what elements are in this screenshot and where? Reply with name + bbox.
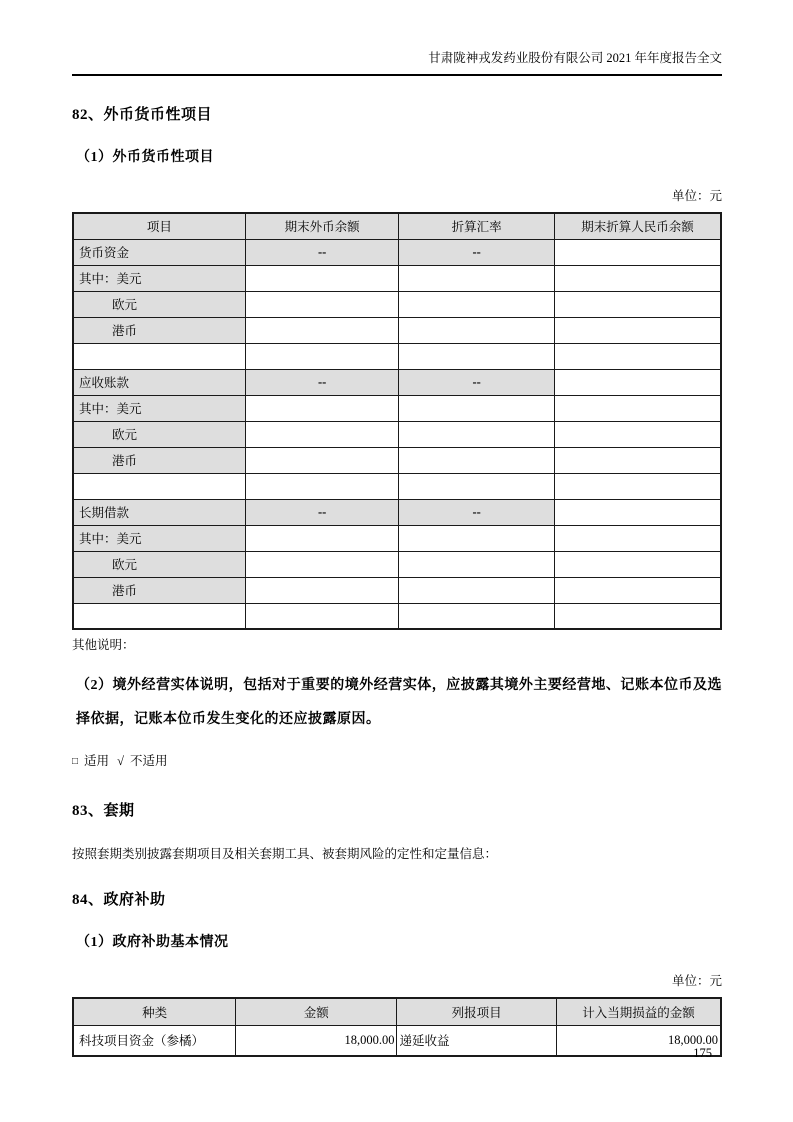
table-cell (73, 473, 245, 499)
table-cell (245, 291, 399, 317)
table-cell: -- (399, 369, 555, 395)
table-row (73, 265, 721, 291)
table-cell (399, 265, 555, 291)
table-cell (399, 603, 555, 629)
table-cell (399, 525, 555, 551)
table-cell (554, 343, 721, 369)
table-cell (245, 421, 399, 447)
section-82-sub1-heading: （1）外币货币性项目 (76, 150, 214, 165)
table-cell (554, 473, 721, 499)
table-cell (554, 369, 721, 395)
table-row (73, 525, 721, 551)
table-cell (245, 265, 399, 291)
table-cell (399, 317, 555, 343)
document-header-title: 甘肃陇神戎发药业股份有限公司 2021 年年度报告全文 (72, 50, 722, 76)
table-cell (554, 395, 721, 421)
not-applicable-label: 不适用 (129, 754, 168, 768)
table-cell (399, 577, 555, 603)
table-cell (245, 551, 399, 577)
table-row (73, 317, 721, 343)
table-cell (554, 317, 721, 343)
table-cell (245, 525, 399, 551)
table-cell (554, 239, 721, 265)
table-cell: 科技项目资金（参橘） (73, 1025, 236, 1056)
table-header-row (73, 998, 721, 1025)
section-82-sub2-paragraph: （2）境外经营实体说明，包括对于重要的境外经营实体，应披露其境外主要经营地、记账本位币及选择依据，记账本位币发生变化的还应披露原因。 (76, 678, 722, 727)
table-cell (554, 447, 721, 473)
table-row (73, 577, 721, 603)
section-82-heading: 82、外币货币性项目 (72, 107, 213, 123)
table-cell: 货币资金 (73, 239, 245, 265)
column-header: 金额 (236, 998, 397, 1025)
unit-label-1: 单位：元 (671, 189, 722, 203)
table-cell (554, 421, 721, 447)
table-cell: 欧元 (73, 551, 245, 577)
column-header: 列报项目 (397, 998, 556, 1025)
table-row (73, 551, 721, 577)
table-cell: 港币 (73, 317, 245, 343)
other-note-label: 其他说明： (72, 638, 135, 652)
table-cell (399, 291, 555, 317)
section-84-heading: 84、政府补助 (72, 892, 166, 908)
unit-label-2: 单位：元 (671, 974, 722, 988)
table-row (73, 1025, 721, 1056)
table-cell (245, 577, 399, 603)
table-cell (245, 395, 399, 421)
table-cell (399, 473, 555, 499)
table-cell: -- (399, 499, 555, 525)
table-cell: -- (245, 499, 399, 525)
table-cell (245, 473, 399, 499)
checkmark-icon: √ (117, 754, 124, 768)
table-cell (554, 525, 721, 551)
table-cell (73, 343, 245, 369)
table-cell (554, 577, 721, 603)
table-cell (399, 395, 555, 421)
table-cell (399, 447, 555, 473)
table-cell (554, 551, 721, 577)
table-cell (73, 603, 245, 629)
table-row (73, 369, 721, 395)
table-cell (245, 603, 399, 629)
table-row (73, 603, 721, 629)
table-cell (399, 551, 555, 577)
table-row (73, 473, 721, 499)
table-cell: 其中：美元 (73, 525, 245, 551)
table-cell (245, 317, 399, 343)
column-header: 期末外币余额 (245, 213, 399, 239)
table-cell (554, 499, 721, 525)
table-header-row (73, 213, 721, 239)
table-cell: 长期借款 (73, 499, 245, 525)
table-cell (554, 291, 721, 317)
section-83-heading: 83、套期 (72, 803, 135, 819)
table-cell (554, 265, 721, 291)
table-cell (554, 603, 721, 629)
applicable-label: 适用 (84, 754, 110, 768)
table-cell (245, 343, 399, 369)
table-row (73, 447, 721, 473)
section-83-body: 按照套期类别披露套期项目及相关套期工具、被套期风险的定性和定量信息： (72, 847, 498, 861)
table-cell: 其中：美元 (73, 265, 245, 291)
applicability-line (72, 751, 722, 769)
table-row (73, 395, 721, 421)
table-cell: 港币 (73, 577, 245, 603)
table-cell (245, 447, 399, 473)
table-row (73, 421, 721, 447)
table-cell: -- (245, 239, 399, 265)
table-cell: -- (245, 369, 399, 395)
table-cell: 港币 (73, 447, 245, 473)
checkbox-unchecked-icon: □ (72, 756, 79, 767)
government-subsidy-table (72, 997, 722, 1057)
table-cell (399, 343, 555, 369)
foreign-currency-table (72, 212, 722, 630)
column-header: 期末折算人民币余额 (554, 213, 721, 239)
table-cell: 应收账款 (73, 369, 245, 395)
table-row (73, 499, 721, 525)
table-row (73, 343, 721, 369)
table-cell: 18,000.00 (556, 1025, 721, 1056)
table-row (73, 291, 721, 317)
table-cell: 18,000.00 (236, 1025, 397, 1056)
table-cell: 其中：美元 (73, 395, 245, 421)
table-row (73, 239, 721, 265)
page-number: 175 (693, 1046, 712, 1060)
column-header: 种类 (73, 998, 236, 1025)
column-header: 计入当期损益的金额 (556, 998, 721, 1025)
table-cell: 欧元 (73, 421, 245, 447)
column-header: 项目 (73, 213, 245, 239)
table-cell (399, 421, 555, 447)
table-cell: 欧元 (73, 291, 245, 317)
table-cell: -- (399, 239, 555, 265)
section-84-sub1-heading: （1）政府补助基本情况 (76, 935, 229, 950)
column-header: 折算汇率 (399, 213, 555, 239)
table-cell: 递延收益 (397, 1025, 556, 1056)
